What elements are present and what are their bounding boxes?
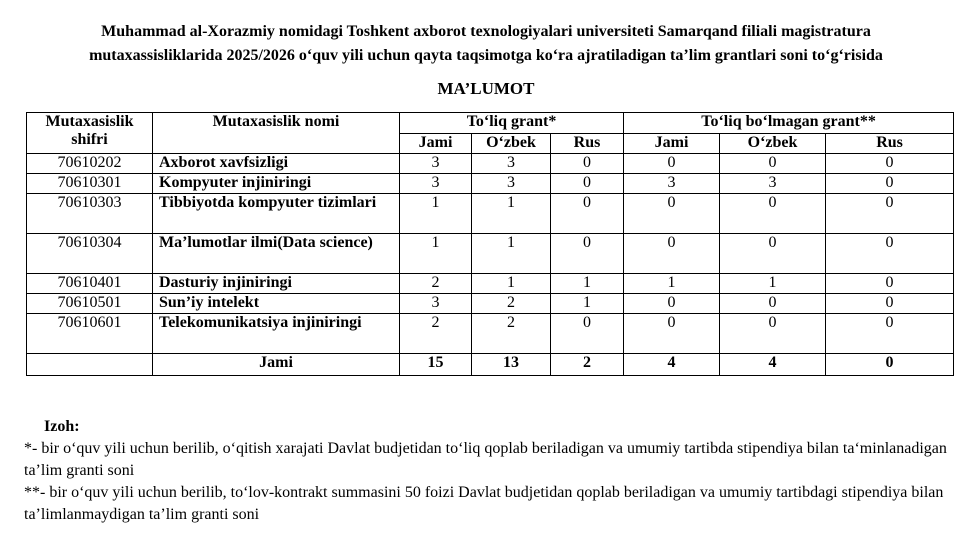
header-full-grant: To‘liq grant* [400, 113, 624, 134]
header-partial-grant: To‘liq bo‘lmagan grant** [624, 113, 954, 134]
cell-code: 70610304 [27, 234, 153, 274]
table-row [27, 174, 954, 194]
cell-partial-russian: 0 [826, 314, 954, 354]
cell-partial-uzbek: 0 [720, 194, 826, 234]
cell-partial-total: 3 [624, 174, 720, 194]
cell-partial-total: 0 [624, 194, 720, 234]
cell-full-uzbek: 3 [472, 154, 551, 174]
cell-full-russian: 0 [551, 174, 624, 194]
total-full-russian: 2 [551, 354, 624, 376]
table-row [27, 294, 954, 314]
cell-partial-russian: 0 [826, 294, 954, 314]
cell-code: 70610501 [27, 294, 153, 314]
cell-full-total: 3 [400, 174, 472, 194]
table-row [27, 234, 954, 274]
cell-full-total: 3 [400, 154, 472, 174]
cell-full-total: 2 [400, 274, 472, 294]
cell-name: Ma’lumotlar ilmi(Data science) [153, 234, 400, 274]
table-row [27, 314, 954, 354]
grants-table [26, 112, 954, 376]
cell-name: Kompyuter injiniringi [153, 174, 400, 194]
document-title: MA’LUMOT [437, 79, 535, 98]
cell-name: Dasturiy injiniringi [153, 274, 400, 294]
cell-partial-uzbek: 0 [720, 234, 826, 274]
cell-full-total: 1 [400, 194, 472, 234]
cell-code: 70610303 [27, 194, 153, 234]
cell-partial-uzbek: 0 [720, 314, 826, 354]
cell-partial-total: 0 [624, 154, 720, 174]
subheader-full-uzbek: O‘zbek [472, 134, 551, 154]
totals-row [27, 354, 954, 376]
cell-partial-total: 0 [624, 294, 720, 314]
cell-full-uzbek: 1 [472, 194, 551, 234]
cell-name: Tibbiyotda kompyuter tizimlari [153, 194, 400, 234]
cell-full-total: 1 [400, 234, 472, 274]
cell-partial-uzbek: 3 [720, 174, 826, 194]
total-partial-russian: 0 [826, 354, 954, 376]
totals-label: Jami [153, 354, 400, 376]
cell-name: Telekomunikatsiya injiniringi [153, 314, 400, 354]
subheader-full-russian: Rus [551, 134, 624, 154]
cell-full-russian: 0 [551, 194, 624, 234]
cell-code-empty [27, 354, 153, 376]
cell-code: 70610301 [27, 174, 153, 194]
header-specialty-name: Mutaxasislik nomi [153, 113, 400, 154]
cell-full-uzbek: 1 [472, 274, 551, 294]
subheader-full-total: Jami [400, 134, 472, 154]
cell-partial-uzbek: 0 [720, 154, 826, 174]
subheader-partial-uzbek: O‘zbek [720, 134, 826, 154]
table-row [27, 194, 954, 234]
table-row [27, 154, 954, 174]
cell-full-russian: 0 [551, 314, 624, 354]
cell-full-russian: 0 [551, 234, 624, 274]
note-partial-grant: **- bir o‘quv yili uchun berilib, to‘lov-kontrakt summasini 50 foizi Davlat budjetidan qoplab beriladigan va umumiy tartibdagi stipendiya bilan ta’limlanmaydigan ta’lim granti soni [24, 484, 944, 523]
document-heading-line1: Muhammad al-Xorazmiy nomidagi Toshkent axborot texnologiyalari universiteti Samarqand filiali magistratura [101, 23, 871, 40]
cell-full-uzbek: 3 [472, 174, 551, 194]
header-specialty-code: Mutaxasislik shifri [27, 113, 153, 154]
cell-code: 70610601 [27, 314, 153, 354]
cell-partial-total: 0 [624, 314, 720, 354]
cell-full-uzbek: 2 [472, 294, 551, 314]
total-partial-uzbek: 4 [720, 354, 826, 376]
notes-title: Izoh: [44, 418, 80, 435]
cell-code: 70610202 [27, 154, 153, 174]
cell-full-total: 2 [400, 314, 472, 354]
cell-full-uzbek: 2 [472, 314, 551, 354]
cell-full-russian: 1 [551, 274, 624, 294]
cell-partial-total: 0 [624, 234, 720, 274]
cell-partial-russian: 0 [826, 174, 954, 194]
cell-partial-russian: 0 [826, 234, 954, 274]
total-full-uzbek: 13 [472, 354, 551, 376]
total-partial-total: 4 [624, 354, 720, 376]
cell-partial-russian: 0 [826, 154, 954, 174]
cell-code: 70610401 [27, 274, 153, 294]
note-full-grant: *- bir o‘quv yili uchun berilib, o‘qitish xarajati Davlat budjetidan to‘liq qoplab beriladigan va umumiy tartibda stipendiya bilan ta‘minlanadigan ta’lim granti soni [24, 440, 947, 479]
cell-full-russian: 0 [551, 154, 624, 174]
cell-partial-russian: 0 [826, 274, 954, 294]
cell-full-russian: 1 [551, 294, 624, 314]
cell-full-total: 3 [400, 294, 472, 314]
table-row [27, 274, 954, 294]
document-heading-line2: mutaxassisliklarida 2025/2026 o‘quv yili uchun qayta taqsimotga ko‘ra ajratiladigan ta’lim grantlari soni to‘g‘risida [89, 47, 883, 64]
cell-partial-total: 1 [624, 274, 720, 294]
subheader-partial-total: Jami [624, 134, 720, 154]
cell-name: Axborot xavfsizligi [153, 154, 400, 174]
cell-name: Sun’iy intelekt [153, 294, 400, 314]
subheader-partial-russian: Rus [826, 134, 954, 154]
cell-partial-uzbek: 1 [720, 274, 826, 294]
total-full-total: 15 [400, 354, 472, 376]
cell-full-uzbek: 1 [472, 234, 551, 274]
notes-section [24, 416, 959, 526]
cell-partial-russian: 0 [826, 194, 954, 234]
cell-partial-uzbek: 0 [720, 294, 826, 314]
